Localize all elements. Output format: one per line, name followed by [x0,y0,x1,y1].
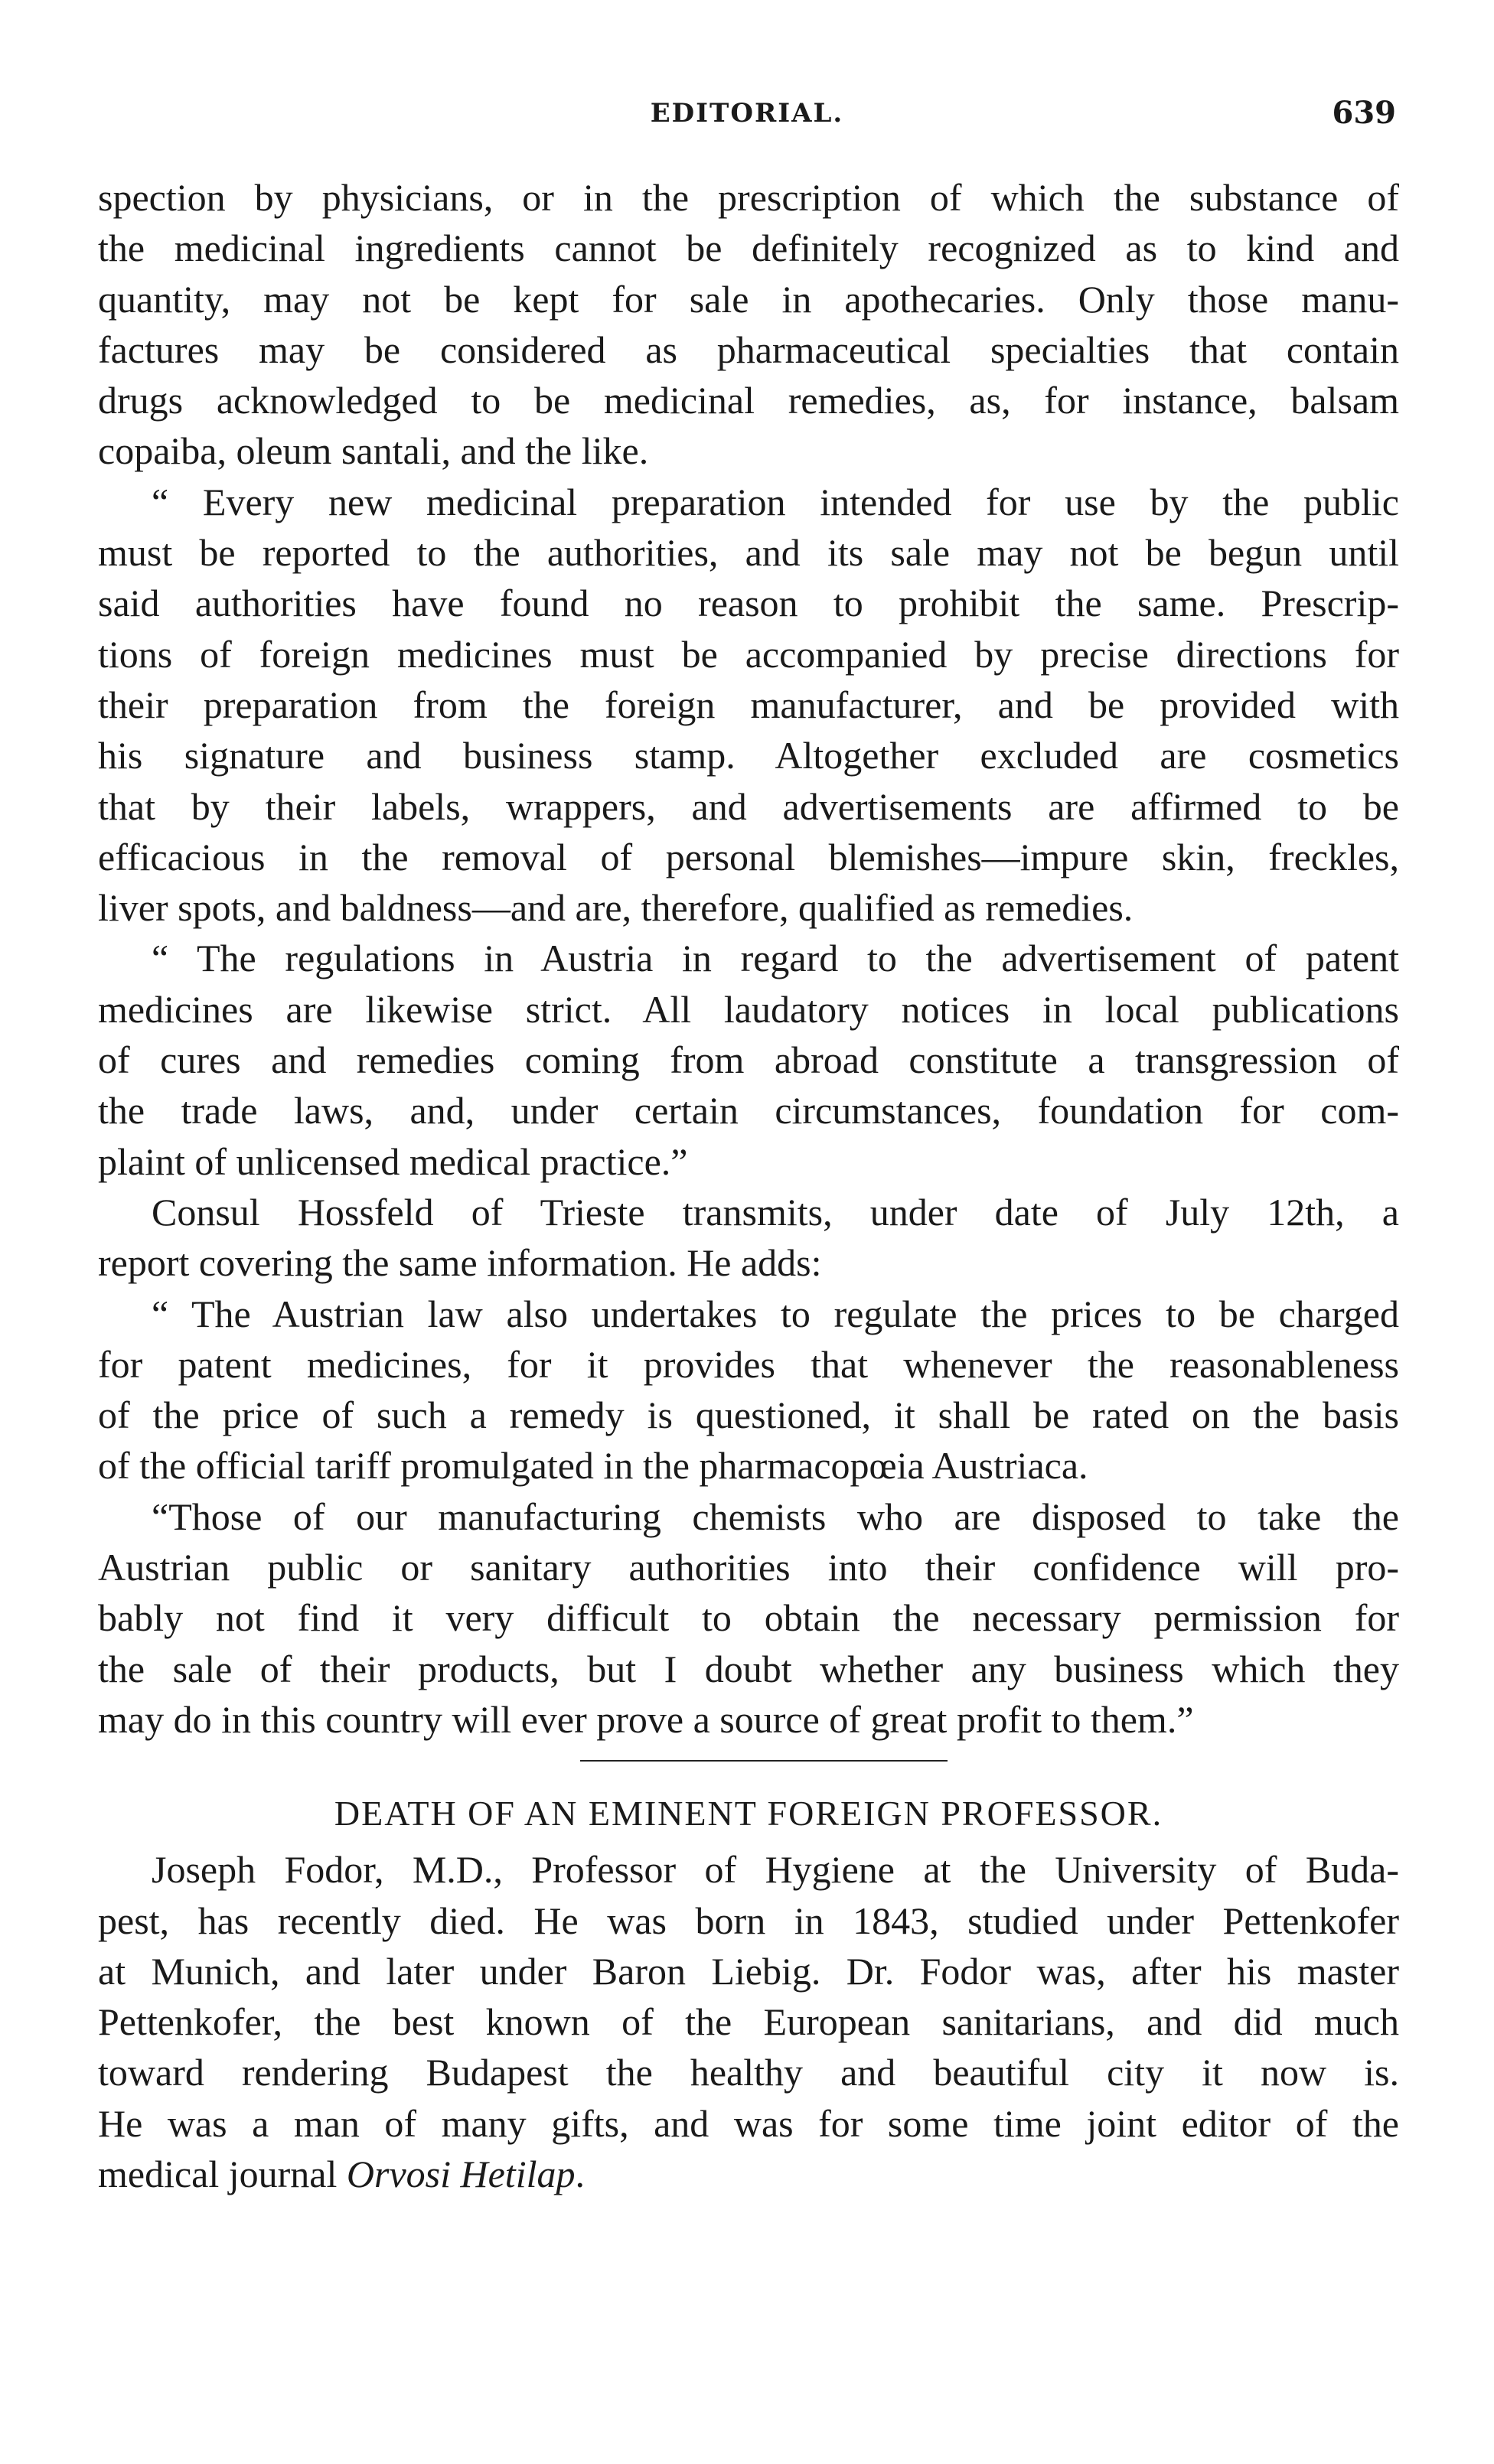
text-line: Joseph Fodor, M.D., Professor of Hygiene at the University of Buda- [152,1848,1399,1892]
text-line: Pettenkofer, the best known of the European sanitarians, and did much [98,2000,1399,2044]
text-line: copaiba, oleum santali, and the like. [98,429,649,473]
text-line: Austrian public or sanitary authorities into their confidence will pro- [98,1546,1399,1589]
text-line: the trade laws, and, under certain circumstances, foundation for com- [98,1089,1399,1133]
text-line: at Munich, and later under Baron Liebig. Dr. Fodor was, after his master [98,1949,1399,1993]
paragraph [98,1187,1399,1289]
text-line: of the price of such a remedy is questioned, it shall be rated on the basis [98,1393,1399,1437]
paragraph [98,1289,1399,1491]
paragraph [98,1844,1399,2199]
text-line: Consul Hossfeld of Trieste transmits, under date of July 12th, a [152,1190,1399,1234]
text-line: the sale of their products, but I doubt whether any business which they [98,1647,1399,1690]
text-line: efficacious in the removal of personal blemishes—impure skin, freckles, [98,835,1399,878]
body-text [98,172,1399,2199]
journal-title: Orvosi Hetilap [346,2152,576,2195]
text-line: the medicinal ingredients cannot be definitely recognized as to kind and [98,227,1399,270]
text-line: factures may be considered as pharmaceutical specialties that contain [98,328,1399,371]
text-line: “ The regulations in Austria in regard to the advertisement of patent [152,937,1399,980]
text-line: must be reported to the authorities, and its sale may not be begun until [98,531,1399,575]
text-line: their preparation from the foreign manufacturer, and be provided with [98,683,1399,726]
running-header [98,90,1396,136]
separator-rule [580,1760,948,1762]
text-line: liver spots, and baldness—and are, therefore, qualified as remedies. [98,886,1134,930]
text-fragment: medical journal [98,2152,347,2195]
text-line: toward rendering Budapest the healthy and beautiful city it now is. [98,2051,1399,2094]
text-line: said authorities have found no reason to prohibit the same. Prescrip- [98,582,1399,625]
text-line: of the official tariff promulgated in the pharmacopœia Austriaca. [98,1444,1088,1488]
text-line: “ The Austrian law also undertakes to regulate the prices to be charged [152,1292,1399,1335]
text-line: his signature and business stamp. Altogether excluded are cosmetics [98,734,1399,777]
text-line: plaint of unlicensed medical practice.” [98,1139,688,1183]
text-line: may do in this country will ever prove a source of great profit to them.” [98,1697,1194,1741]
paragraph [98,933,1399,1186]
running-title: EDITORIAL. [650,98,844,129]
text-line: He was a man of many gifts, and was for some time joint editor of the [98,2101,1399,2145]
text-line: pest, has recently died. He was born in 1843, studied under Pettenkofer [98,1899,1399,1942]
text-line: spection by physicians, or in the prescription of which the substance of [98,176,1399,219]
text-line: for patent medicines, for it provides that whenever the reasonableness [98,1342,1399,1386]
text-line: report covering the same information. He adds: [98,1241,822,1285]
page-number: 639 [1332,95,1396,131]
paragraph [98,1491,1399,1745]
text-line: medicines are likewise strict. All laudatory notices in local publications [98,987,1399,1031]
text-line: tions of foreign medicines must be accompanied by precise directions for [98,632,1399,676]
text-fragment: . [575,2152,585,2195]
text-line [98,2149,1399,2199]
text-line: of cures and remedies coming from abroad constitute a transgression of [98,1038,1399,1082]
text-line: “ Every new medicinal preparation intended for use by the public [152,480,1399,523]
text-line: quantity, may not be kept for sale in apothecaries. Only those manu- [98,277,1399,321]
paragraph [98,477,1399,934]
text-line: bably not find it very difficult to obtain the necessary permission for [98,1596,1399,1640]
text-line: that by their labels, wrappers, and advertisements are affirmed to be [98,784,1399,828]
section-separator [98,1745,1399,1783]
section-heading: DEATH OF AN EMINENT FOREIGN PROFESSOR. [334,1794,1163,1833]
text-line: drugs acknowledged to be medicinal remedies, as, for instance, balsam [98,379,1399,422]
text-line: “Those of our manufacturing chemists who are disposed to take the [152,1494,1399,1538]
paragraph [98,172,1399,477]
